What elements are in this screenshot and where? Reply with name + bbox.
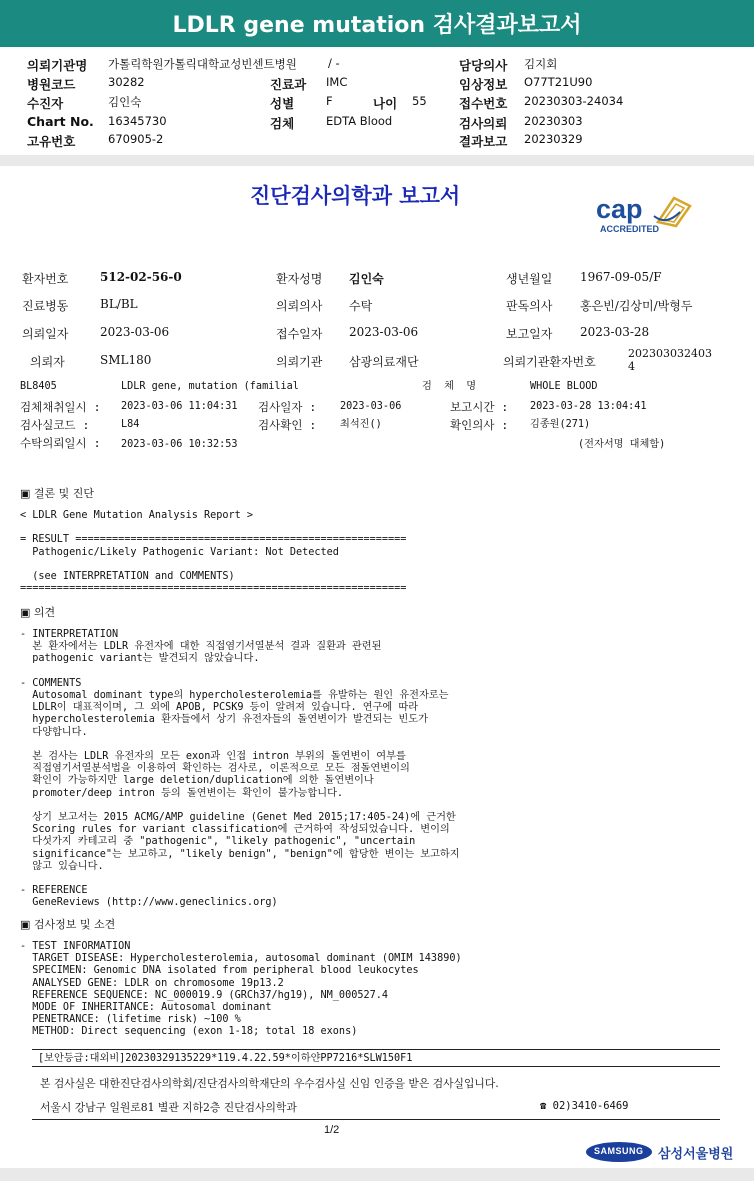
label-test-date: 검사일자 : bbox=[258, 400, 317, 414]
value-patient-name: 김인숙 bbox=[349, 272, 384, 286]
value-department: IMC bbox=[326, 75, 348, 89]
value-age: 55 bbox=[412, 94, 427, 108]
value-report-date: 2023-03-28 bbox=[580, 325, 650, 339]
header-divider bbox=[0, 155, 754, 166]
e-signature-note: (전자서명 대체함) bbox=[578, 439, 666, 450]
accreditation-statement: 본 검사실은 대한진단검사의학회/진단검사의학재단의 우수검사실 신임 인증을 받은 검사실입니다. bbox=[40, 1077, 499, 1090]
section-opinion-heading: ▣ 의견 bbox=[20, 606, 56, 619]
value-birthdate: 1967-09-05/F bbox=[580, 270, 662, 284]
section-test-info-heading: ▣ 검사정보 및 소견 bbox=[20, 918, 116, 931]
value-attending-doctor: 김지회 bbox=[524, 57, 558, 71]
label-request-date: 의뢰일자 bbox=[22, 327, 69, 341]
value-collection-time: 2023-03-06 11:04:31 bbox=[121, 401, 238, 412]
value-hospital-code: 30282 bbox=[108, 75, 145, 89]
label-report-date: 보고일자 bbox=[506, 327, 553, 341]
lab-phone: ☎ 02)3410-6469 bbox=[540, 1100, 629, 1112]
label-requester: 의뢰자 bbox=[30, 355, 65, 369]
security-line: [보안등급:대외비]20230329135229*119.4.22.59*이하얀PP7216*SLW150F1 bbox=[38, 1053, 413, 1064]
value-lab-code: L84 bbox=[121, 419, 140, 430]
label-age: 나이 bbox=[373, 96, 398, 111]
banner-title: LDLR gene mutation 검사결과보고서 bbox=[172, 13, 582, 38]
label-receipt-date: 접수일자 bbox=[276, 327, 323, 341]
value-agency-patient-number-cont: 4 bbox=[628, 360, 635, 373]
label-patient-name: 환자성명 bbox=[276, 272, 323, 286]
value-requesting-institution: 가톨릭학원가톨릭대학교성빈센트병원 bbox=[108, 57, 297, 71]
value-report-time: 2023-03-28 13:04:41 bbox=[530, 401, 647, 412]
label-confirming-doctor: 확인의사 : bbox=[450, 418, 509, 432]
section-conclusion-heading: ▣ 결론 및 진단 bbox=[20, 487, 95, 500]
value-clinical-info: O77T21U90 bbox=[524, 75, 593, 89]
test-code: BL8405 bbox=[20, 381, 57, 392]
samsung-wordmark: SAMSUNG bbox=[594, 1146, 644, 1156]
value-reading-doctor: 홍은빈/김상미/박형두 bbox=[580, 299, 693, 313]
value-contract-request-time: 2023-03-06 10:32:53 bbox=[121, 439, 238, 450]
label-agency-patient-number: 의뢰기관환자번호 bbox=[503, 355, 596, 369]
test-name: LDLR gene, mutation (familial bbox=[121, 381, 299, 392]
value-receipt-date: 2023-03-06 bbox=[349, 325, 419, 339]
label-requesting-institution: 의뢰기관명 bbox=[27, 58, 88, 73]
label-test-confirm: 검사확인 : bbox=[258, 418, 317, 432]
value-institution-suffix: / - bbox=[328, 56, 340, 70]
label-patient: 수진자 bbox=[27, 96, 64, 111]
value-patient: 김인숙 bbox=[108, 95, 142, 109]
label-attending-doctor: 담당의사 bbox=[459, 58, 508, 73]
value-specimen: EDTA Blood bbox=[326, 114, 393, 128]
label-result-report: 결과보고 bbox=[459, 134, 508, 149]
label-test-request: 검사의뢰 bbox=[459, 116, 508, 131]
value-unique-id: 670905-2 bbox=[108, 132, 164, 146]
label-birthdate: 생년월일 bbox=[506, 272, 553, 286]
cap-text: cap bbox=[596, 194, 643, 224]
value-requesting-agency: 삼광의료재단 bbox=[349, 355, 419, 369]
footer-rule-top bbox=[32, 1049, 720, 1050]
value-requester: SML180 bbox=[100, 353, 152, 367]
label-sex: 성별 bbox=[270, 96, 295, 111]
label-patient-number: 환자번호 bbox=[22, 272, 69, 286]
label-lab-code: 검사실코드 : bbox=[20, 418, 90, 432]
value-sex: F bbox=[326, 94, 333, 108]
report-title: 진단검사의학과 보고서 bbox=[250, 183, 461, 208]
lab-address: 서울시 강남구 일원로81 별관 지하2층 진단검사의학과 bbox=[40, 1101, 297, 1114]
label-ward: 진료병동 bbox=[22, 299, 69, 313]
label-specimen: 검체 bbox=[270, 116, 295, 131]
cap-accredited-logo bbox=[594, 192, 694, 238]
label-clinical-info: 임상정보 bbox=[459, 77, 508, 92]
value-ward: BL/BL bbox=[100, 297, 138, 311]
page-bottom-band bbox=[0, 1168, 754, 1181]
specimen-value: WHOLE BLOOD bbox=[530, 381, 598, 392]
label-chart-no: Chart No. bbox=[27, 114, 94, 129]
specimen-label: 검 체 명 bbox=[422, 381, 477, 392]
section-conclusion-text: < LDLR Gene Mutation Analysis Report > = RESULT ====================================================== Pathogenic/Likely Pathogenic Variant: Not Detected (see INTERPRETATION and COMMENTS) =============================================================== bbox=[20, 510, 407, 595]
cap-accredited-text: ACCREDITED bbox=[600, 224, 660, 234]
label-reading-doctor: 판독의사 bbox=[506, 299, 553, 313]
value-accession-number: 20230303-24034 bbox=[524, 94, 624, 108]
label-department: 진료과 bbox=[270, 77, 307, 92]
section-test-info-text: - TEST INFORMATION TARGET DISEASE: Hypercholesterolemia, autosomal dominant (OMIM 143890) SPECIMEN: Genomic DNA isolated from peripheral blood leukocytes ANALYSED GENE: LDLR on chromosome 19p13.2 REFERENCE SEQUENCE: NC_000019.9 (GRCh37/hg19), NM_000527.4 MODE OF INHERITANCE: Autosomal dominant PENETRANCE: (lifetime risk) ~100 % METHOD: Direct sequencing (exon 1-18; total 18 exons) bbox=[20, 941, 462, 1038]
label-referring-doctor: 의뢰의사 bbox=[276, 299, 323, 313]
label-contract-request-time: 수탁의뢰일시 : bbox=[20, 436, 101, 450]
footer-rule-mid bbox=[32, 1066, 720, 1067]
label-requesting-agency: 의뢰기관 bbox=[276, 355, 323, 369]
value-test-confirm: 최석진() bbox=[340, 419, 382, 430]
value-chart-no: 16345730 bbox=[108, 114, 167, 128]
label-report-time: 보고시간 : bbox=[450, 400, 509, 414]
label-hospital-code: 병원코드 bbox=[27, 77, 76, 92]
value-confirming-doctor: 김종원(271) bbox=[530, 419, 591, 430]
value-agency-patient-number: 202303032403 bbox=[628, 347, 712, 360]
section-opinion-text: - INTERPRETATION 본 환자에서는 LDLR 유전자에 대한 직접염기서열분석 결과 질환과 관련된 pathogenic variant는 발견되지 않았습니다. - COMMENTS Autosomal dominant type의 hypercholesterolemia를 유발하는 원인 유전자로는 LDLR이 대표적이며, 그 외에 APOB, PCSK9 등이 알려져 있습니다. 연구에 따라 hypercholesterolemia 환자들에서 상기 유전자들의 돌연변이가 발견되는 빈도가 다양합니다. 본 검사는 LDLR 유전자의 모든 exon과 인접 intron 부위의 돌연변이 여부를 직접염기서열분석법을 이용하여 확인하는 검사로, 이론적으로 모든 점돌연변이의 확인이 가능하지만 large deletion/duplication에 의한 돌연변이나 promoter/deep intron 등의 돌연변이는 확인이 불가능합니다. 상기 보고서는 2015 ACMG/AMP guideline (Genet Med 2015;17:405-24)에 근거한 Scoring rules for variant classification에 근거하여 작성되었습니다. 변이의 다섯가지 카테고리 중 "pathogenic", "likely pathogenic", "uncertain significance"는 보고하고, "likely benign", "benign"에 합당한 변이는 보고하지 않고 있습니다. - REFERENCE GeneReviews (http://www.geneclinics.org) bbox=[20, 629, 460, 909]
value-request-date: 2023-03-06 bbox=[100, 325, 170, 339]
value-test-request: 20230303 bbox=[524, 114, 583, 128]
label-unique-id: 고유번호 bbox=[27, 134, 76, 149]
label-accession-number: 접수번호 bbox=[459, 96, 508, 111]
label-collection-time: 검체채취일시 : bbox=[20, 400, 101, 414]
value-test-date: 2023-03-06 bbox=[340, 401, 402, 412]
value-referring-doctor: 수탁 bbox=[349, 299, 373, 313]
hospital-name: 삼성서울병원 bbox=[658, 1147, 734, 1162]
page-number: 1/2 bbox=[324, 1124, 340, 1136]
value-patient-number: 512-02-56-0 bbox=[100, 270, 182, 284]
report-banner bbox=[0, 0, 754, 47]
value-result-report: 20230329 bbox=[524, 132, 583, 146]
footer-rule-bottom bbox=[32, 1119, 720, 1120]
